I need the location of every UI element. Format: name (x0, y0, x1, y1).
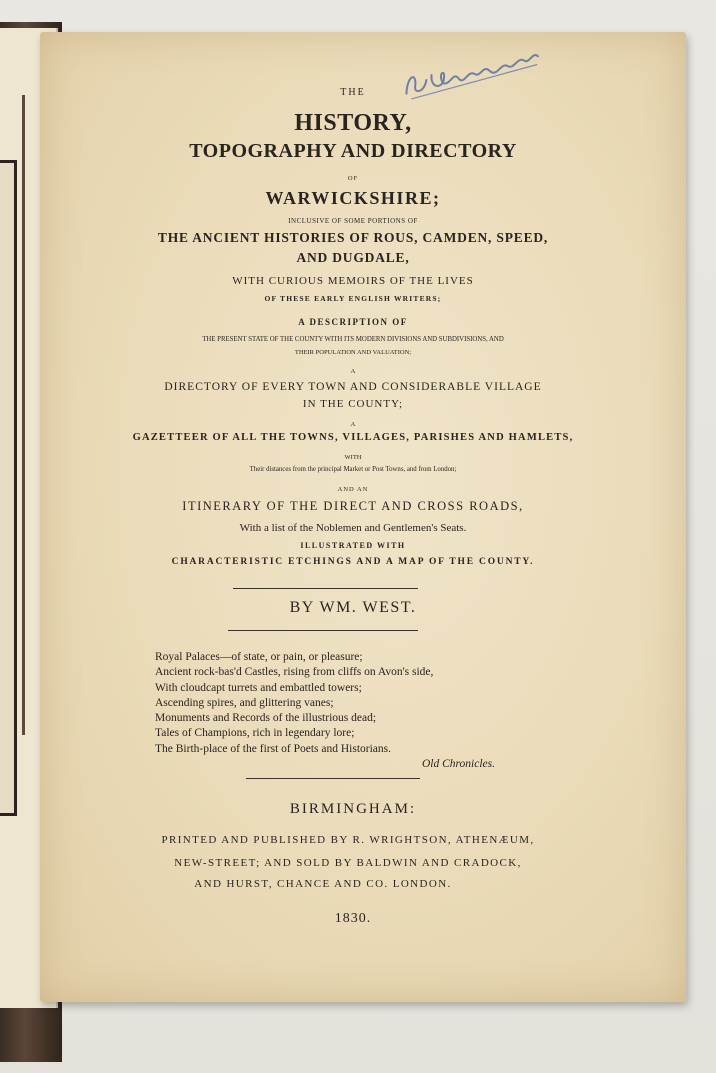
previous-page-rule (22, 95, 25, 735)
text-seats: With a list of the Noblemen and Gentlemen's Seats. (239, 522, 467, 534)
imprint-city: BIRMINGHAM: (289, 801, 417, 817)
text-in-county: IN THE COUNTY; (302, 398, 404, 410)
text-and-an: AND AN (337, 486, 369, 493)
verse-line: Tales of Champions, rich in legendary lore; (155, 727, 355, 740)
text-directory: DIRECTORY OF EVERY TOWN AND CONSIDERABLE VILLAGE (164, 381, 542, 393)
text-present-state: THE PRESENT STATE OF THE COUNTY WITH ITS MODERN DIVISIONS AND SUBDIVISIONS, AND (202, 336, 504, 343)
epigraph (155, 650, 515, 772)
imprint-line-1: PRINTED AND PUBLISHED BY R. WRIGHTSON, ATHENÆUM, (161, 834, 535, 846)
divider-middle (228, 630, 418, 631)
verse-line: Monuments and Records of the illustrious dead; (155, 712, 377, 725)
text-gazetteer: GAZETTEER OF ALL THE TOWNS, VILLAGES, PARISHES AND HAMLETS, (132, 432, 574, 443)
text-histories: THE ANCIENT HISTORIES OF ROUS, CAMDEN, SPEED, (157, 230, 549, 245)
imprint-year: 1830. (334, 911, 372, 926)
imprint-line-3: AND HURST, CHANCE AND CO. LONDON. (194, 878, 452, 890)
verse-attribution: Old Chronicles. (421, 758, 495, 771)
verse-line: With cloudcapt turrets and embattled towers; (155, 681, 362, 694)
verse-line: Royal Palaces—of state, or pain, or pleasure; (155, 651, 363, 663)
text-itinerary: ITINERARY OF THE DIRECT AND CROSS ROADS, (182, 499, 524, 513)
heading-history: HISTORY, (294, 110, 412, 136)
author-line: BY WM. WEST. (289, 599, 417, 616)
heading-county: WARWICKSHIRE; (265, 188, 441, 208)
imprint-line-2: NEW-STREET; AND SOLD BY BALDWIN AND CRADOCK, (174, 857, 522, 869)
text-writers: OF THESE EARLY ENGLISH WRITERS; (264, 294, 442, 303)
heading-the: THE (340, 87, 366, 98)
text-dugdale: AND DUGDALE, (296, 250, 410, 265)
text-inclusive: INCLUSIVE OF SOME PORTIONS OF (288, 217, 418, 225)
verse-line: Ancient rock-bas'd Castles, rising from cliffs on Avon's side, (155, 666, 434, 679)
text-population: THEIR POPULATION AND VALUATION; (294, 349, 412, 356)
text-with: WITH (344, 454, 362, 461)
divider-bottom (246, 778, 420, 779)
text-a-2: A (350, 421, 356, 428)
text-illustrated: ILLUSTRATED WITH (300, 541, 406, 550)
text-a-1: A (350, 368, 356, 375)
divider-top (233, 588, 418, 589)
text-distances: Their distances from the principal Market or Post Towns, and from London; (249, 466, 457, 473)
text-memoirs: WITH CURIOUS MEMOIRS OF THE LIVES (232, 275, 474, 287)
heading-topography: TOPOGRAPHY AND DIRECTORY (189, 140, 517, 162)
frontispiece-frame (0, 160, 17, 816)
verse-line: Ascending spires, and glittering vanes; (155, 696, 334, 709)
heading-of: OF (347, 175, 359, 182)
text-description: A DESCRIPTION OF (298, 317, 408, 327)
text-etchings: CHARACTERISTIC ETCHINGS AND A MAP OF THE COUNTY. (171, 557, 535, 567)
verse-line: The Birth-place of the first of Poets and Historians. (155, 742, 392, 755)
